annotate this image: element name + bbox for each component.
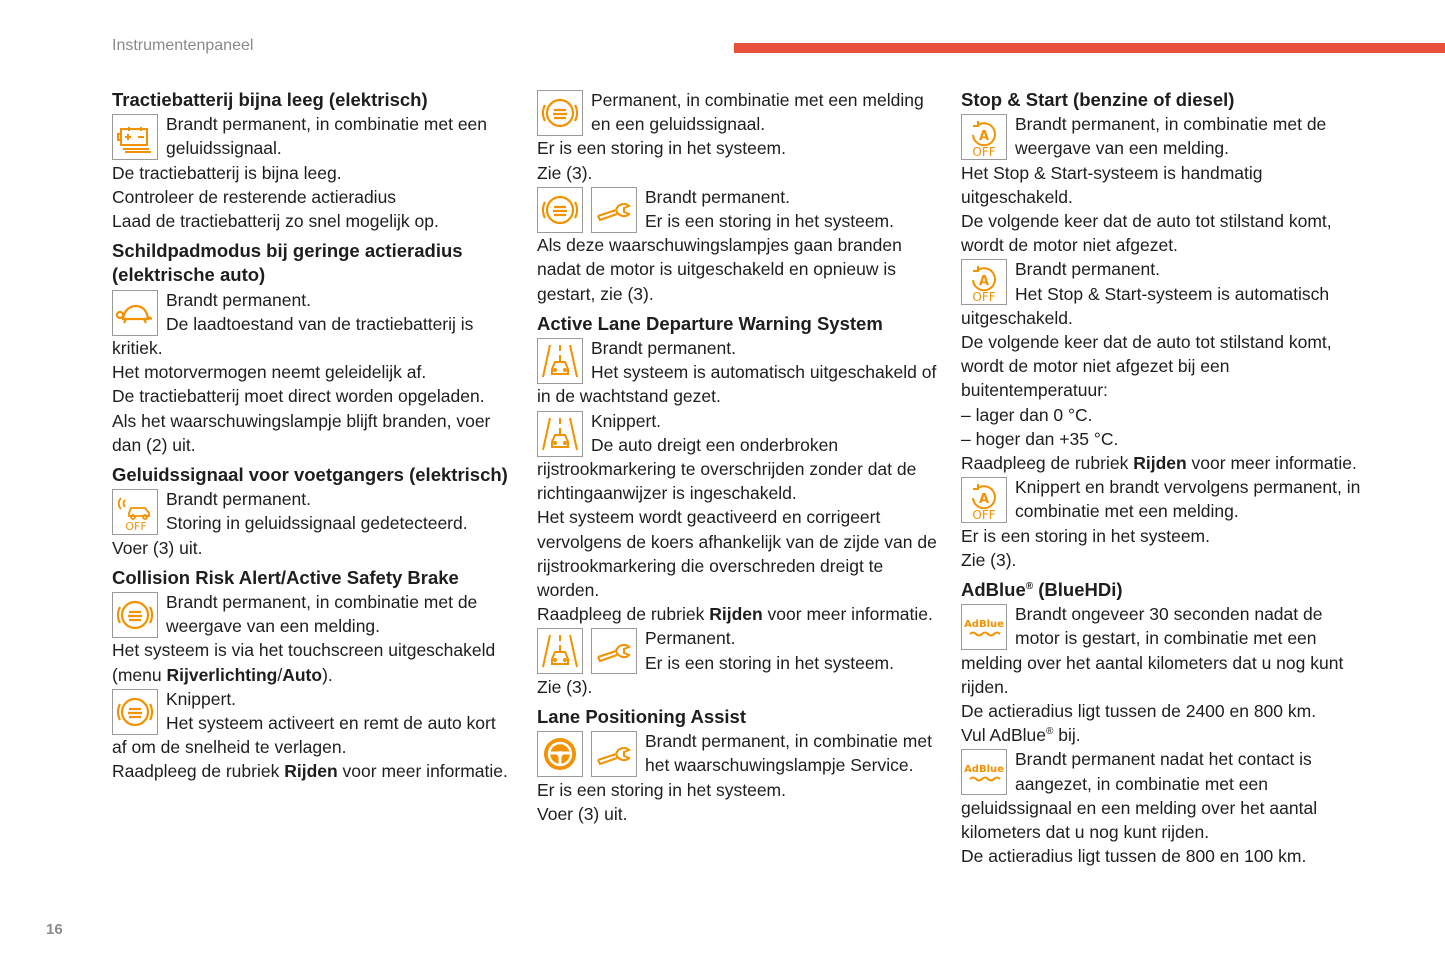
lane-departure-icon (537, 628, 583, 674)
text: Brandt permanent nadat het contact is aangezet, in combinatie met een geluidssignaal en een melding over het aantal kilometers dat u nog kunt rijden. (961, 749, 1318, 843)
section-title: AdBlue® (BlueHDi) (961, 579, 1123, 601)
text: Zie (3). (537, 162, 593, 183)
section-title: Collision Risk Alert/Active Safety Brake (112, 566, 459, 588)
section-title: Geluidssignaal voor voetgangers (elektrisch) (112, 464, 508, 486)
svg-text:OFF: OFF (972, 508, 996, 521)
text: Brandt permanent, in combinatie met een geluidssignaal. (166, 114, 488, 159)
text: Als het waarschuwingslampje blijft branden, voer dan (2) uit. (112, 410, 491, 455)
text: Voer (3) uit. (112, 537, 203, 558)
service-wrench-icon (591, 731, 637, 777)
text: Het systeem activeert en remt de auto kort af om de snelheid te verlagen. (112, 713, 496, 758)
text: De actieradius ligt tussen de 2400 en 800 km. (961, 701, 1317, 722)
stop-start-off-icon (961, 477, 1007, 523)
text: Het motorvermogen neemt geleidelijk af. (112, 362, 427, 383)
stop-start-off-icon (961, 114, 1007, 160)
svg-text:AdBlue: AdBlue (964, 619, 1004, 631)
text: De volgende keer dat de auto tot stilstand komt, wordt de motor niet afgezet bij een buitentemperatuur: (961, 332, 1332, 401)
adblue-icon (961, 749, 1007, 795)
text: Het systeem is via het touchscreen uitgeschakeld (menu Rijverlichting/Auto). (112, 640, 496, 685)
lane-departure-icon (537, 411, 583, 457)
section-title: Tractiebatterij bijna leeg (elektrisch) (112, 89, 428, 110)
lane-departure-icon (537, 338, 583, 384)
text: Knippert. (591, 410, 662, 431)
section-title: Lane Positioning Assist (537, 706, 747, 728)
text: Brandt permanent. (166, 489, 311, 510)
text: Voer (3) uit. (537, 803, 628, 824)
collision-alert-icon (537, 187, 583, 233)
text: – hoger dan +35 °C. (961, 428, 1119, 449)
section-title: Schildpadmodus bij geringe actieradius (elektrische auto) (112, 240, 463, 286)
text: Controleer de resterende actieradius (112, 186, 397, 207)
service-wrench-icon (591, 187, 637, 233)
text: Vul AdBlue® bij. (961, 725, 1081, 746)
turtle-icon (112, 290, 158, 336)
stop-start-off-icon (961, 259, 1007, 305)
text: Brandt permanent. (591, 338, 736, 359)
collision-alert-icon (112, 689, 158, 735)
steering-wheel-icon (537, 731, 583, 777)
text: De actieradius ligt tussen de 800 en 100 km. (961, 846, 1307, 867)
text: Als deze waarschuwingslampjes gaan branden nadat de motor is uitgeschakeld en opnieuw is gestart, zie (3). (537, 235, 902, 304)
column-1 (112, 88, 512, 784)
svg-text:OFF: OFF (972, 145, 996, 158)
text: Er is een storing in het systeem. (537, 779, 786, 800)
text: Knippert en brandt vervolgens permanent, in combinatie met een melding. (1015, 477, 1361, 522)
text: Permanent. (645, 628, 736, 649)
text: Knippert. (166, 688, 237, 709)
adblue-icon (961, 604, 1007, 650)
text: Het systeem wordt geactiveerd en corrigeert vervolgens de koers afhankelijk van de zijde van de rijstrookmarkering die overschreden dreigt te worden. (537, 507, 937, 601)
svg-text:AdBlue: AdBlue (964, 764, 1004, 776)
text: De tractiebatterij moet direct worden opgeladen. (112, 386, 485, 407)
text: Brandt permanent. (166, 289, 311, 310)
text: Het systeem is automatisch uitgeschakeld of in de wachtstand gezet. (537, 362, 937, 407)
text: Brandt ongeveer 30 seconden nadat de motor is gestart, in combinatie met een melding over het aantal kilometers dat u nog kunt rijden. (961, 604, 1344, 697)
text: Brandt permanent, in combinatie met de weergave van een melding. (1015, 114, 1327, 159)
svg-text:OFF: OFF (972, 290, 996, 303)
service-wrench-icon (591, 628, 637, 674)
svg-text:A: A (978, 274, 990, 290)
text: – lager dan 0 °C. (961, 404, 1093, 425)
svg-text:OFF: OFF (125, 520, 147, 533)
text: Brandt permanent, in combinatie met de weergave van een melding. (166, 592, 478, 637)
header-title: Instrumentenpaneel (112, 37, 254, 54)
text: Brandt permanent. (645, 186, 790, 207)
column-2 (537, 88, 937, 826)
text: Raadpleeg de rubriek Rijden voor meer informatie. (112, 761, 508, 782)
collision-alert-icon (537, 90, 583, 136)
text: Permanent, in combinatie met een melding en een geluidssignaal. (591, 90, 924, 135)
svg-text:A: A (978, 492, 990, 508)
text: Er is een storing in het systeem. (645, 652, 894, 673)
text: Zie (3). (537, 676, 593, 697)
text: Brandt permanent, in combinatie met het waarschuwingslampje Service. (645, 731, 932, 776)
text: Zie (3). (961, 549, 1017, 570)
text: Brandt permanent. (1015, 259, 1160, 280)
text: Er is een storing in het systeem. (961, 525, 1210, 546)
text: Het Stop & Start-systeem is handmatig uitgeschakeld. (961, 162, 1263, 207)
svg-text:A: A (978, 129, 990, 145)
text: Raadpleeg de rubriek Rijden voor meer informatie. (961, 453, 1357, 474)
text: Er is een storing in het systeem. (537, 138, 786, 159)
text: Laad de tractiebatterij zo snel mogelijk op. (112, 211, 439, 232)
text: De tractiebatterij is bijna leeg. (112, 162, 342, 183)
header-accent-bar (734, 43, 1445, 53)
text: De auto dreigt een onderbroken rijstrookmarkering te overschrijden zonder dat de richtingaanwijzer is ingeschakeld. (537, 434, 917, 504)
text: Storing in geluidssignaal gedetecteerd. (166, 513, 468, 534)
pedestrian-sound-off-icon (112, 489, 158, 535)
traction-battery-icon (112, 114, 158, 160)
column-3 (961, 88, 1361, 869)
page-number: 16 (46, 921, 63, 938)
section-title: Stop & Start (benzine of diesel) (961, 89, 1235, 110)
collision-alert-icon (112, 592, 158, 638)
text: De volgende keer dat de auto tot stilstand komt, wordt de motor niet afgezet. (961, 211, 1332, 256)
text: Raadpleeg de rubriek Rijden voor meer informatie. (537, 604, 933, 625)
text: Er is een storing in het systeem. (645, 211, 894, 232)
section-title: Active Lane Departure Warning System (537, 312, 883, 334)
text: De laadtoestand van de tractiebatterij is kritiek. (112, 313, 474, 359)
text: Het Stop & Start-systeem is automatisch uitgeschakeld. (961, 283, 1330, 328)
